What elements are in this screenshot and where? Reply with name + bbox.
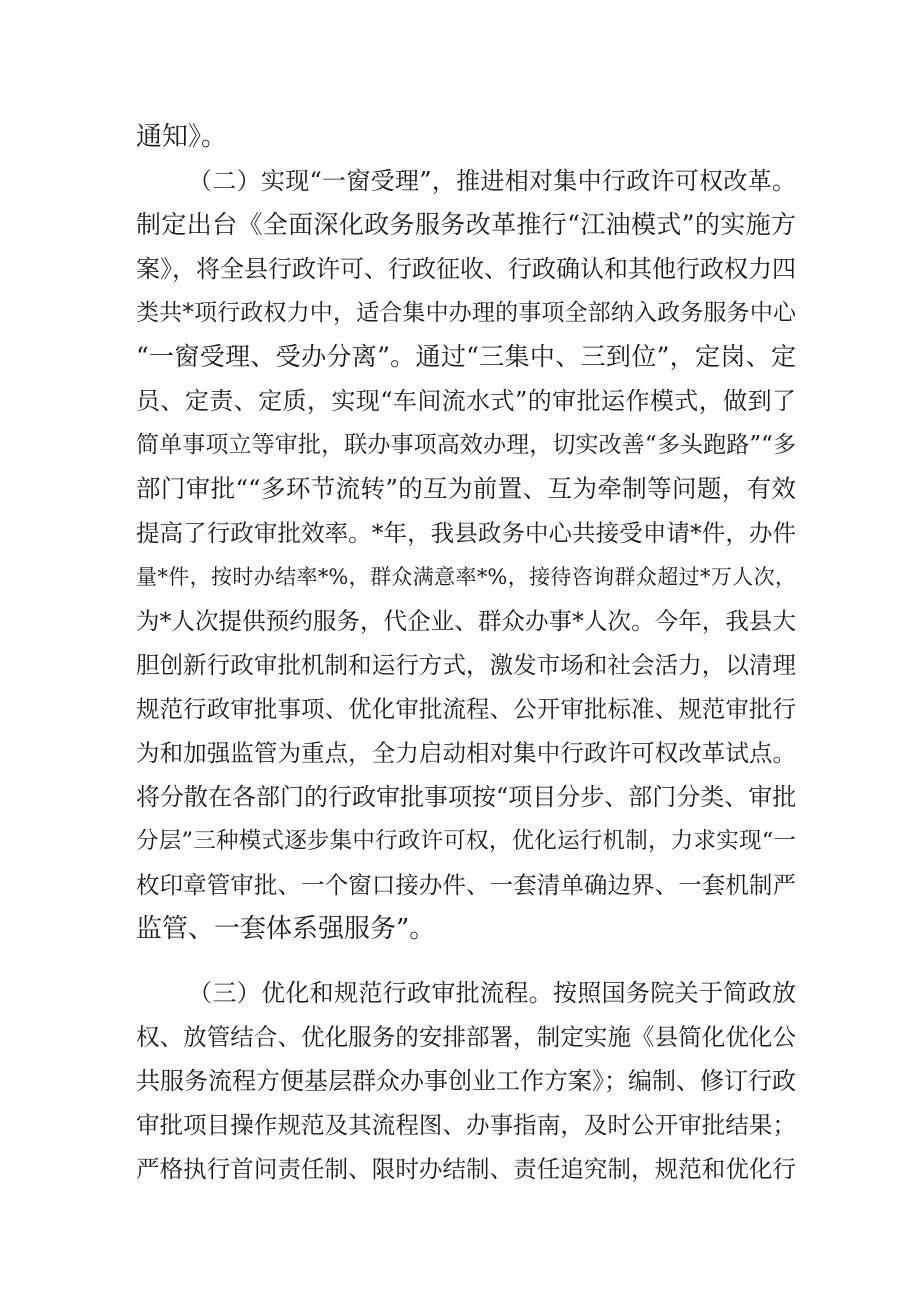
text-line: 提高了行政审批效率。*年，我县政务中心共接受申请*件，办件 xyxy=(136,519,796,547)
text-line: 制定出台《全面深化政务服务改革推行“江油模式”的实施方 xyxy=(136,210,796,239)
text-line: 类共*项行政权力中，适合集中办理的事项全部纳入政务服务中心 xyxy=(136,300,796,326)
text-line: 部门审批““多环节流转”的互为前置、互为牵制等问题，有效 xyxy=(136,474,796,503)
text-line: 严格执行首问责任制、限时办结制、责任追究制，规范和优化行 xyxy=(136,1155,796,1183)
text-line: 员、定责、定质，实现“车间流水式”的审批运作模式，做到了 xyxy=(136,387,796,415)
text-line: 将分散在各部门的行政审批事项按“项目分步、部门分类、审批 xyxy=(136,783,797,811)
text-line: 枚印章管审批、一个窗口接办件、一套清单确边界、一套机制严 xyxy=(136,871,796,899)
text-line: 共服务流程方便基层群众办事创业工作方案》；编制、修订行政 xyxy=(136,1067,796,1095)
text-line: 审批项目操作规范及其流程图、办事指南，及时公开审批结果； xyxy=(136,1111,796,1139)
section-heading-2: （二）实现“一窗受理”，推进相对集中行政许可权改革。 xyxy=(188,167,796,195)
text-line: 案》，将全县行政许可、行政征收、行政确认和其他行政权力四 xyxy=(136,255,796,283)
text-line: 量*件，按时办结率*%，群众满意率*%，接待咨询群众超过*万人次， xyxy=(136,565,796,589)
text-line: 通知》。 xyxy=(136,122,228,152)
text-line: “一窗受理、受办分离”。通过“三集中、三到位”，定岗、定 xyxy=(136,342,796,371)
text-line: 简单事项立等审批，联办事项高效办理，切实改善“多头跑路”“多 xyxy=(136,432,796,458)
text-line: 权、放管结合、优化服务的安排部署，制定实施《县简化优化公 xyxy=(136,1023,796,1051)
text-line: 为和加强监管为重点，全力启动相对集中行政许可权改革试点。 xyxy=(136,739,796,767)
text-line: 分层”三种模式逐步集中行政许可权，优化运行机制，力求实现“一 xyxy=(136,828,796,854)
text-line: 胆创新行政审批机制和运行方式，激发市场和社会活力，以清理 xyxy=(136,651,796,679)
text-line: 监管、一套体系强服务”。 xyxy=(136,914,436,944)
section-heading-3: （三）优化和规范行政审批流程。按照国务院关于简政放 xyxy=(188,979,796,1007)
text-line: 为*人次提供预约服务，代企业、群众办事*人次。今年，我县大 xyxy=(136,607,796,635)
text-line: 规范行政审批事项、优化审批流程、公开审批标准、规范审批行 xyxy=(136,695,796,723)
